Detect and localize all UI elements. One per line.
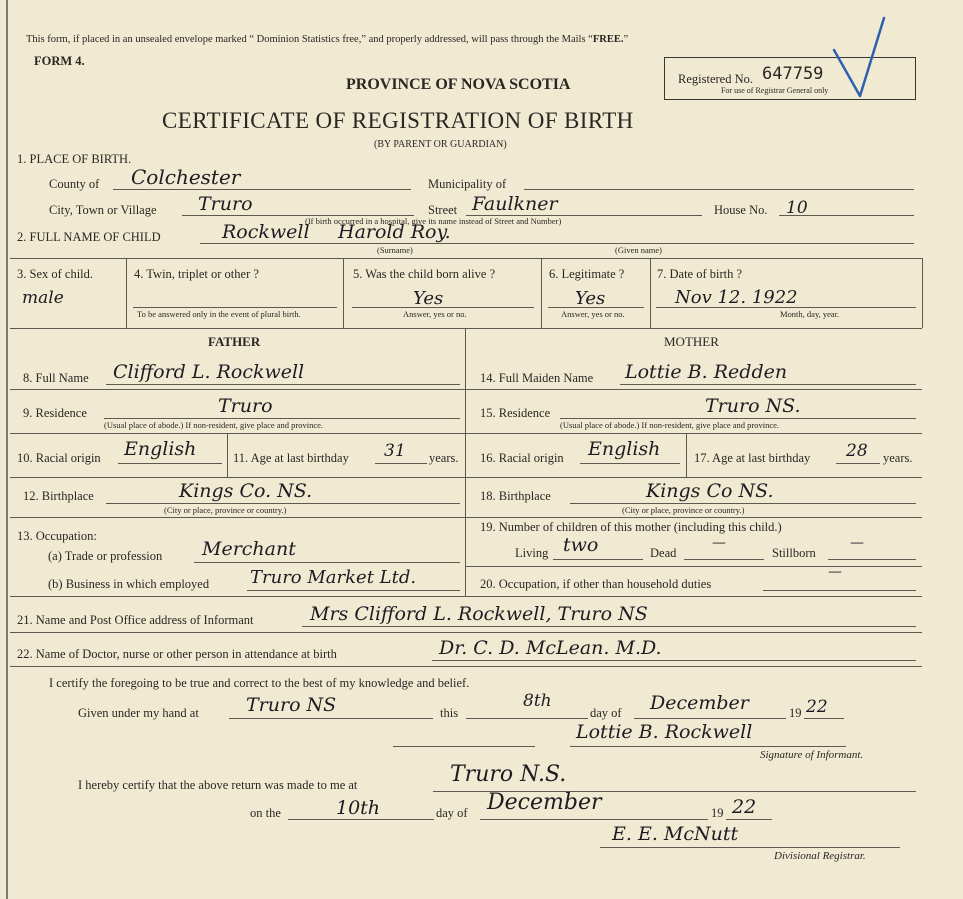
mother-heading: MOTHER <box>664 334 719 349</box>
stillborn-label: Stillborn <box>772 546 816 560</box>
twin-note: To be answered only in the event of plural birth. <box>137 309 301 319</box>
province-heading: PROVINCE OF NOVA SCOTIA <box>346 76 571 93</box>
alive-note: Answer, yes or no. <box>403 309 467 319</box>
father-heading: FATHER <box>208 334 261 349</box>
doctor-value: Dr. C. D. McLean. M.D. <box>439 637 662 659</box>
checkmark-icon <box>830 12 890 102</box>
dead-value: — <box>712 535 726 551</box>
father-birthplace-value: Kings Co. NS. <box>179 480 313 502</box>
house-value: 10 <box>786 198 808 218</box>
registrar-statement: I hereby certify that the above return was made to me at <box>78 778 358 792</box>
legitimate-note: Answer, yes or no. <box>561 309 625 319</box>
county-label: County of <box>49 177 100 191</box>
mail-notice-end: ” <box>623 34 629 45</box>
sex-value: male <box>22 288 64 308</box>
city-value: Truro <box>198 193 253 215</box>
father-residence-note: (Usual place of abode.) If non-resident, give place and province. <box>104 420 324 430</box>
registrar-caption: Divisional Registrar. <box>774 850 866 862</box>
mother-residence-label: 15. Residence <box>480 406 551 420</box>
left-margin-rule <box>6 0 8 899</box>
signature-caption: Signature of Informant. <box>760 749 864 761</box>
informant-label: 21. Name and Post Office address of Informant <box>17 613 254 627</box>
father-racial-label: 10. Racial origin <box>17 451 101 465</box>
dead-label: Dead <box>650 546 677 560</box>
municipality-label: Municipality of <box>428 177 507 191</box>
house-label: House No. <box>714 203 768 217</box>
father-birthplace-label: 12. Birthplace <box>23 489 94 503</box>
father-age-value: 31 <box>384 441 406 461</box>
mother-residence-value: Truro NS. <box>705 395 801 417</box>
twin-label: 4. Twin, triplet or other ? <box>134 267 259 281</box>
informant-signature: Lottie B. Rockwell <box>576 721 753 743</box>
form-number: FORM 4. <box>34 54 85 68</box>
given-caption: (Given name) <box>615 245 662 255</box>
mother-age-label: 17. Age at last birthday <box>694 451 811 465</box>
place-of-birth-heading: 1. PLACE OF BIRTH. <box>17 152 132 166</box>
living-label: Living <box>515 546 549 560</box>
registered-label: Registered No. <box>678 72 753 86</box>
mother-birthplace-label: 18. Birthplace <box>480 489 551 503</box>
dob-label: 7. Date of birth ? <box>657 267 743 281</box>
county-value: Colchester <box>131 165 241 189</box>
mail-notice-free: FREE. <box>592 34 624 45</box>
living-value: two <box>563 534 599 556</box>
given-place-value: Truro NS <box>246 694 337 716</box>
occupation-label: 13. Occupation: <box>17 529 97 543</box>
page-subtitle: (BY PARENT OR GUARDIAN) <box>374 139 507 150</box>
registrar-use-note: For use of Registrar General only <box>721 86 829 95</box>
father-name-label: 8. Full Name <box>23 371 89 385</box>
mother-occupation-label: 20. Occupation, if other than household duties <box>480 577 712 591</box>
children-label: 19. Number of children of this mother (including this child.) <box>480 520 782 534</box>
child-name-label: 2. FULL NAME OF CHILD <box>17 230 161 244</box>
doctor-label: 22. Name of Doctor, nurse or other person in attendance at birth <box>17 647 337 661</box>
registrar-year-value: 22 <box>732 796 757 818</box>
child-surname-value: Rockwell <box>222 221 310 243</box>
certify-year-prefix: 19 <box>789 706 802 720</box>
father-years: years. <box>429 451 459 465</box>
mother-name-label: 14. Full Maiden Name <box>480 371 594 385</box>
certify-month-value: December <box>650 692 749 714</box>
mother-racial-value: English <box>588 438 661 460</box>
mother-birthplace-note: (City or place, province or country.) <box>622 505 745 515</box>
mother-birthplace-value: Kings Co NS. <box>646 480 774 502</box>
certify-day-of: day of <box>590 706 622 720</box>
street-value: Faulkner <box>472 193 558 215</box>
mother-name-value: Lottie B. Redden <box>625 361 788 383</box>
sex-label: 3. Sex of child. <box>17 267 94 281</box>
trade-label: (a) Trade or profession <box>48 549 163 563</box>
informant-value: Mrs Clifford L. Rockwell, Truro NS <box>310 603 648 625</box>
certify-day-value: 8th <box>523 691 552 711</box>
city-label: City, Town or Village <box>49 203 157 217</box>
page-title: CERTIFICATE OF REGISTRATION OF BIRTH <box>162 108 634 133</box>
street-label: Street <box>428 203 458 217</box>
trade-value: Merchant <box>202 538 296 560</box>
mail-notice-text: This form, if placed in an unsealed envelope marked “ Dominion Statistics free,” and properly addressed, will pass through the Mails “ <box>26 34 593 45</box>
registrar-day-value: 10th <box>336 797 381 819</box>
mail-notice <box>26 34 628 45</box>
registrar-place-value: Truro N.S. <box>450 762 567 787</box>
father-racial-value: English <box>124 438 197 460</box>
alive-value: Yes <box>413 288 444 309</box>
father-birthplace-note: (City or place, province or country.) <box>164 505 287 515</box>
business-label: (b) Business in which employed <box>48 577 210 591</box>
father-residence-label: 9. Residence <box>23 406 87 420</box>
this-label: this <box>440 706 459 720</box>
registered-number: 647759 <box>762 64 824 84</box>
registrar-day-of: day of <box>436 806 468 820</box>
dob-value: Nov 12. 1922 <box>675 287 798 308</box>
registrar-month-value: December <box>487 790 602 815</box>
on-the-label: on the <box>250 806 281 820</box>
dob-note: Month, day, year. <box>780 309 840 319</box>
alive-label: 5. Was the child born alive ? <box>353 267 496 281</box>
surname-caption: (Surname) <box>377 245 413 255</box>
business-value: Truro Market Ltd. <box>250 567 417 588</box>
certify-statement: I certify the foregoing to be true and correct to the best of my knowledge and belief. <box>49 676 470 690</box>
mother-residence-note: (Usual place of abode.) If non-resident, give place and province. <box>560 420 780 430</box>
mother-racial-label: 16. Racial origin <box>480 451 564 465</box>
legitimate-label: 6. Legitimate ? <box>549 267 625 281</box>
given-under-label: Given under my hand at <box>78 706 199 720</box>
mother-occupation-value: — <box>828 564 842 580</box>
father-residence-value: Truro <box>218 395 273 417</box>
registrar-signature: E. E. McNutt <box>612 823 739 845</box>
registrar-year-prefix: 19 <box>711 806 724 820</box>
mother-age-value: 28 <box>846 441 868 461</box>
legitimate-value: Yes <box>575 288 606 309</box>
father-name-value: Clifford L. Rockwell <box>113 361 305 383</box>
stillborn-value: — <box>850 535 864 551</box>
street-note: (If birth occurred in a hospital, give its name instead of Street and Number) <box>305 216 562 226</box>
mother-years: years. <box>883 451 913 465</box>
certify-year-value: 22 <box>806 697 828 717</box>
father-age-label: 11. Age at last birthday <box>233 451 349 465</box>
child-given-value: Harold Roy. <box>338 221 451 243</box>
